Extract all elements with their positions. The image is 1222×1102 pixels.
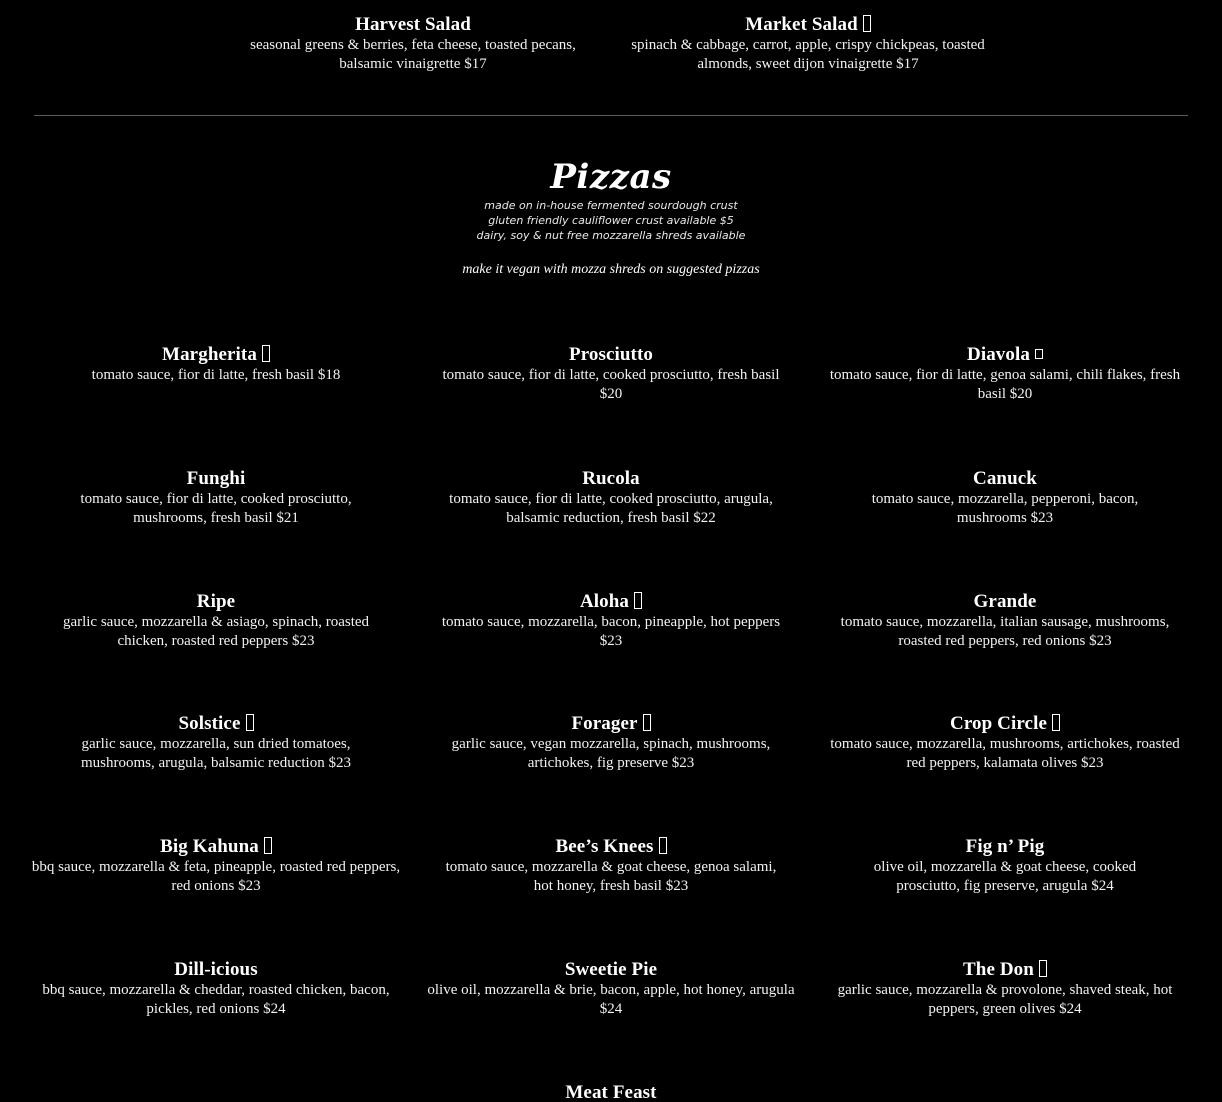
dietary-marker-icon <box>659 837 667 854</box>
menu-item-big-kahuna <box>30 836 402 895</box>
dietary-marker-icon <box>643 714 651 731</box>
item-description: olive oil, mozzarella & brie, bacon, apple, hot honey, arugula $24 <box>427 982 795 1017</box>
section-divider <box>34 115 1188 116</box>
item-description: garlic sauce, mozzarella, sun dried tomatoes, mushrooms, arugula, balsamic reduction $23 <box>81 736 351 771</box>
item-description: tomato sauce, fior di latte, fresh basil $18 <box>91 367 341 383</box>
menu-item-the-don <box>824 959 1186 1018</box>
menu-item-ripe <box>36 591 396 650</box>
menu-item-harvest-salad <box>246 14 580 73</box>
item-name: Rucola <box>582 468 640 489</box>
item-name: Canuck <box>973 468 1037 489</box>
menu-item-forager <box>422 713 800 772</box>
item-description: bbq sauce, mozzarella & feta, pineapple, roasted red peppers, red onions $23 <box>31 859 401 894</box>
item-name: Ripe <box>196 591 236 612</box>
menu-item-aloha <box>436 591 786 650</box>
item-name: Diavola <box>822 344 1188 366</box>
section-notes <box>0 198 1222 243</box>
section-title: Pizzas <box>550 157 672 197</box>
item-name: Funghi <box>186 468 246 489</box>
item-name: Big Kahuna <box>30 836 402 858</box>
item-name: Fig n’ Pig <box>965 836 1045 857</box>
menu-item-meat-feast <box>436 1082 786 1102</box>
item-name: Prosciutto <box>568 344 654 365</box>
menu-item-canuck <box>840 468 1170 527</box>
item-description: garlic sauce, vegan mozzarella, spinach, mushrooms, artichokes, fig preserve $23 <box>451 736 771 771</box>
item-name: Aloha <box>436 591 786 613</box>
item-description: tomato sauce, mozzarella, pepperoni, bacon, mushrooms $23 <box>871 491 1139 526</box>
dietary-marker-icon <box>246 714 254 731</box>
item-description: tomato sauce, fior di latte, genoa salami, chili flakes, fresh basil $20 <box>829 367 1181 402</box>
item-name: Grande <box>973 591 1037 612</box>
dietary-marker-icon <box>262 345 270 362</box>
item-description: tomato sauce, mozzarella, bacon, pineapple, hot peppers $23 <box>441 614 781 649</box>
vegan-note: make it vegan with mozza shreds on suggested pizzas <box>462 262 760 277</box>
menu-item-funghi <box>46 468 386 527</box>
item-description: spinach & cabbage, carrot, apple, crispy chickpeas, toasted almonds, sweet dijon vinaigrette $17 <box>631 37 985 72</box>
item-description: tomato sauce, fior di latte, cooked prosciutto, mushrooms, fresh basil $21 <box>80 491 352 526</box>
item-description: tomato sauce, mozzarella & goat cheese, genoa salami, hot honey, fresh basil $23 <box>445 859 777 894</box>
menu-item-bees-knees <box>440 836 782 895</box>
dietary-marker-icon <box>1052 714 1060 731</box>
item-name: Forager <box>422 713 800 735</box>
menu-item-grande <box>826 591 1184 650</box>
item-description: olive oil, mozzarella & goat cheese, cooked prosciutto, fig preserve, arugula $24 <box>873 859 1137 894</box>
note-line: gluten friendly cauliflower crust available $5 <box>488 214 734 227</box>
dietary-marker-icon <box>264 837 272 854</box>
dietary-marker-icon <box>1039 960 1047 977</box>
item-description: seasonal greens & berries, feta cheese, toasted pecans, balsamic vinaigrette $17 <box>250 37 576 72</box>
item-name: The Don <box>824 959 1186 981</box>
dietary-marker-icon <box>634 592 642 609</box>
item-description: garlic sauce, mozzarella & asiago, spinach, roasted chicken, roasted red peppers $23 <box>62 614 370 649</box>
menu-item-market-salad <box>626 14 990 73</box>
item-description: tomato sauce, mozzarella, italian sausage, mushrooms, roasted red peppers, red onions $23 <box>840 614 1170 649</box>
item-description: tomato sauce, mozzarella, mushrooms, artichokes, roasted red peppers, kalamata olives $23 <box>830 736 1180 771</box>
menu-item-sweetie-pie <box>422 959 800 1018</box>
note-line: made on in-house fermented sourdough crust <box>484 199 738 212</box>
dietary-marker-icon <box>1035 349 1043 359</box>
item-name: Solstice <box>46 713 386 735</box>
menu-item-rucola <box>440 468 782 527</box>
menu-item-solstice <box>46 713 386 772</box>
item-description: bbq sauce, mozzarella & cheddar, roasted chicken, bacon, pickles, red onions $24 <box>42 982 390 1017</box>
item-name: Crop Circle <box>824 713 1186 735</box>
item-description: tomato sauce, fior di latte, cooked prosciutto, arugula, balsamic reduction, fresh basil $22 <box>449 491 773 526</box>
item-name: Dill-icious <box>174 959 258 980</box>
item-name: Sweetie Pie <box>564 959 658 980</box>
item-description: tomato sauce, fior di latte, cooked prosciutto, fresh basil $20 <box>442 367 780 402</box>
menu-item-dill-icious <box>36 959 396 1018</box>
item-name: Margherita <box>36 344 396 366</box>
item-name: Harvest Salad <box>355 14 471 35</box>
menu-item-crop-circle <box>824 713 1186 772</box>
menu-item-diavola <box>822 344 1188 403</box>
menu-item-fig-n-pig <box>846 836 1164 895</box>
item-name: Meat Feast <box>565 1082 657 1102</box>
menu-item-margherita <box>36 344 396 385</box>
dietary-marker-icon <box>863 15 871 32</box>
item-description: garlic sauce, mozzarella & provolone, shaved steak, hot peppers, green olives $24 <box>837 982 1173 1017</box>
item-name: Bee’s Knees <box>440 836 782 858</box>
menu-item-prosciutto <box>430 344 792 403</box>
note-line: dairy, soy & nut free mozzarella shreds available <box>476 229 746 242</box>
item-name: Market Salad <box>626 14 990 36</box>
